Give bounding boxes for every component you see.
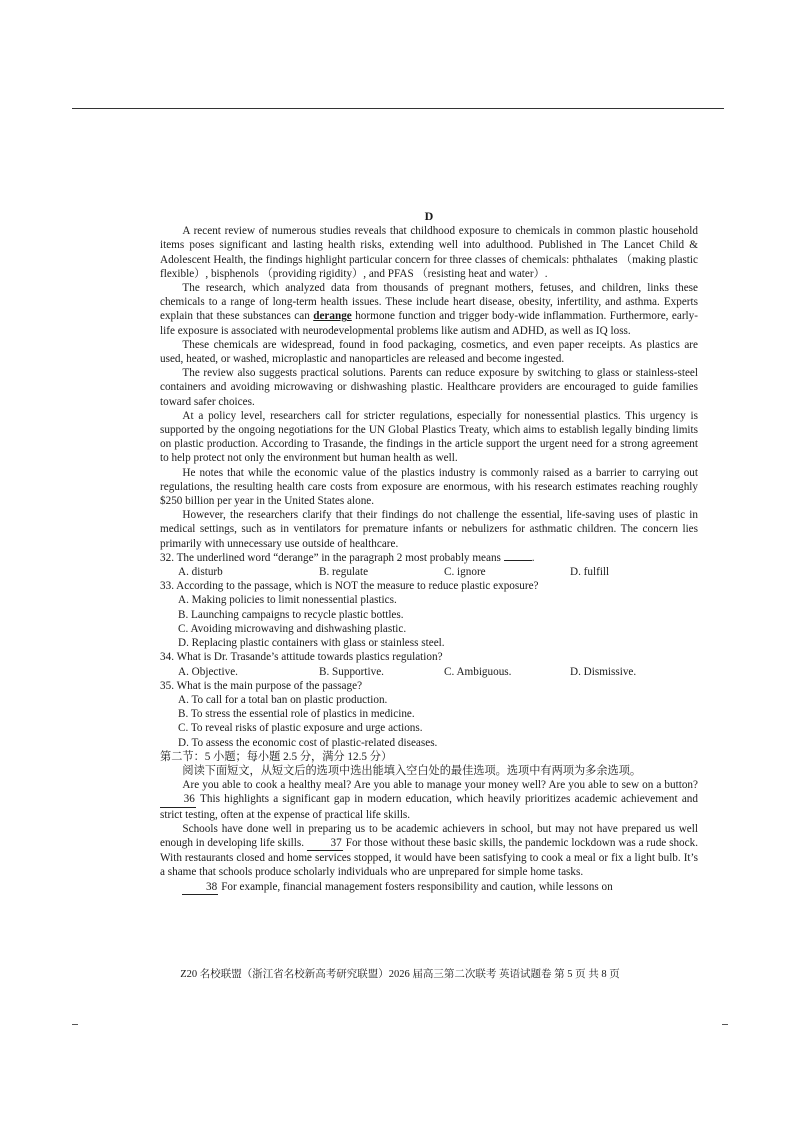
paragraph-2-text-before: The research, which analyzed data from thousands of pregnant mothers, fetuses, and children, links these chemicals to a range of long-term health issues. These include heart disease, obesity, infertility, and asthma. Experts explain that these substances can	[160, 282, 698, 323]
question-34-options	[178, 665, 698, 679]
exam-page-content	[160, 209, 698, 895]
underlined-word: derange	[313, 310, 352, 323]
option-c[interactable]: C. Avoiding microwaving and dishwashing plastic.	[178, 622, 407, 635]
option-c[interactable]: C. Ambiguous.	[444, 665, 512, 678]
passage-paragraph-1: A recent review of numerous studies reveals that childhood exposure to chemicals in common plastic household items poses significant and lasting health risks, extending well into adulthood. Published in The Lancet Child & Adolescent Health, the findings highlight particular concern for three classes of chemicals: phthalates （making plastic flexible）, bisphenols （providing rigidity）, and PFAS （resisting heat and water）.	[160, 225, 698, 280]
answer-blank	[504, 560, 532, 561]
question-32-period: .	[531, 551, 535, 564]
blank-38[interactable]: 38	[182, 880, 218, 895]
option-d[interactable]: D. fulfill	[570, 566, 610, 579]
paragraph-2-text-after: hormone function and trigger body-wide inflammation. Furthermore, early-life exposure is associated with neurodevelopmental problems like autism and ADHD, as well as IQ loss.	[160, 310, 698, 337]
cloze-text: For example, financial management fosters responsibility and caution, while lessons on	[218, 880, 613, 893]
cloze-text: Schools have done well in preparing us to be academic achievers in school, but may not have prepared us well enough in developing life skills.	[160, 822, 698, 849]
question-34-stem: 34. What is Dr. Trasande’s attitude towards plastics regulation?	[160, 651, 443, 664]
option-b[interactable]: B. regulate	[319, 566, 369, 579]
passage-paragraph-6: He notes that while the economic value of the plastics industry is commonly raised as a barrier to carrying out regulations, the resulting health care costs from exposure are enormous, with his research estimates reaching roughly $250 billion per year in the United States alone.	[160, 466, 698, 508]
option-d[interactable]: D. Dismissive.	[570, 665, 637, 678]
option-c[interactable]: C. To reveal risks of plastic exposure and urge actions.	[178, 722, 423, 735]
question-32-stem	[160, 551, 698, 565]
passage-title: D	[424, 209, 434, 223]
cloze-text: Are you able to cook a healthy meal? Are you able to manage your money well? Are you able to sew on a button?	[182, 779, 698, 792]
option-b[interactable]: B. Supportive.	[319, 665, 384, 678]
blank-37[interactable]: 37	[307, 836, 343, 851]
cloze-text: For those without these basic skills, the pandemic lockdown was a rude shock. With restaurants closed and home services stopped, it would have been satisfying to cook a meal or fix a light bulb. It’s a shame that schools produce scholarly individuals who are unprepared for simple home tasks.	[160, 836, 698, 879]
passage-paragraph-3: These chemicals are widespread, found in food packaging, cosmetics, and even paper receipts. As plastics are used, heated, or washed, microplastic and nanoparticles are released and become ingested.	[160, 338, 698, 366]
cloze-paragraph-3	[160, 880, 698, 895]
passage-paragraph-5: At a policy level, researchers call for stricter regulations, especially for nonessential plastics. This urgency is supported by the ongoing negotiations for the UN Global Plastics Treaty, which aims to establish legally binding limits on plastic production. According to Trasande, the findings in the article support the urgent need for a strong agreement to help protect not only the environment but human health as well.	[160, 409, 698, 465]
passage-paragraph-4: The review also suggests practical solutions. Parents can reduce exposure by switching to glass or stainless-steel containers and avoiding microwaving or dishwashing plastic. Healthcare providers are encouraged to guide families toward safer choices.	[160, 367, 698, 408]
question-32-options	[178, 565, 698, 579]
option-d[interactable]: D. To assess the economic cost of plastic-related diseases.	[178, 736, 438, 749]
margin-mark-right	[722, 1024, 728, 1025]
option-a[interactable]: A. To call for a total ban on plastic production.	[178, 693, 388, 706]
option-d[interactable]: D. Replacing plastic containers with glass or stainless steel.	[178, 637, 445, 650]
option-b[interactable]: B. Launching campaigns to recycle plastic bottles.	[178, 608, 404, 621]
cloze-text: This highlights a significant gap in modern education, which heavily prioritizes academic achievement and strict testing, often at the expense of practical life skills.	[160, 793, 698, 821]
passage-paragraph-2	[160, 281, 698, 338]
option-c[interactable]: C. ignore	[444, 566, 486, 579]
question-32-text: 32. The underlined word “derange” in the paragraph 2 most probably means	[160, 551, 501, 564]
margin-mark-left	[72, 1024, 78, 1025]
question-35-stem: 35. What is the main purpose of the passage?	[160, 679, 363, 692]
option-b[interactable]: B. To stress the essential role of plastics in medicine.	[178, 708, 415, 721]
cloze-paragraph-2	[160, 822, 698, 880]
section-2-instruction: 阅读下面短文，从短文后的选项中选出能填入空白处的最佳选项。选项中有两项为多余选项。	[182, 764, 642, 777]
cloze-paragraph-1	[160, 778, 698, 822]
option-a[interactable]: A. Making policies to limit nonessential plastics.	[178, 594, 397, 607]
page-footer: Z20 名校联盟（浙江省名校新高考研究联盟）2026 届高三第二次联考 英语试题卷 第 5 页 共 8 页	[180, 969, 620, 980]
option-a[interactable]: A. Objective.	[178, 665, 238, 678]
question-33-stem: 33. According to the passage, which is NOT the measure to reduce plastic exposure?	[160, 580, 539, 593]
blank-36[interactable]: 36	[160, 792, 196, 807]
option-a[interactable]: A. disturb	[178, 566, 223, 579]
header-rule	[72, 108, 724, 109]
passage-paragraph-7: However, the researchers clarify that their findings do not challenge the essential, life-saving uses of plastic in medical settings, such as in ventilators for premature infants or nebulizers for asthmatic children. The concern lies primarily with unnecessary use outside of healthcare.	[160, 509, 698, 550]
section-2-heading: 第二节：5 小题；每小题 2.5 分，满分 12.5 分）	[160, 750, 393, 763]
